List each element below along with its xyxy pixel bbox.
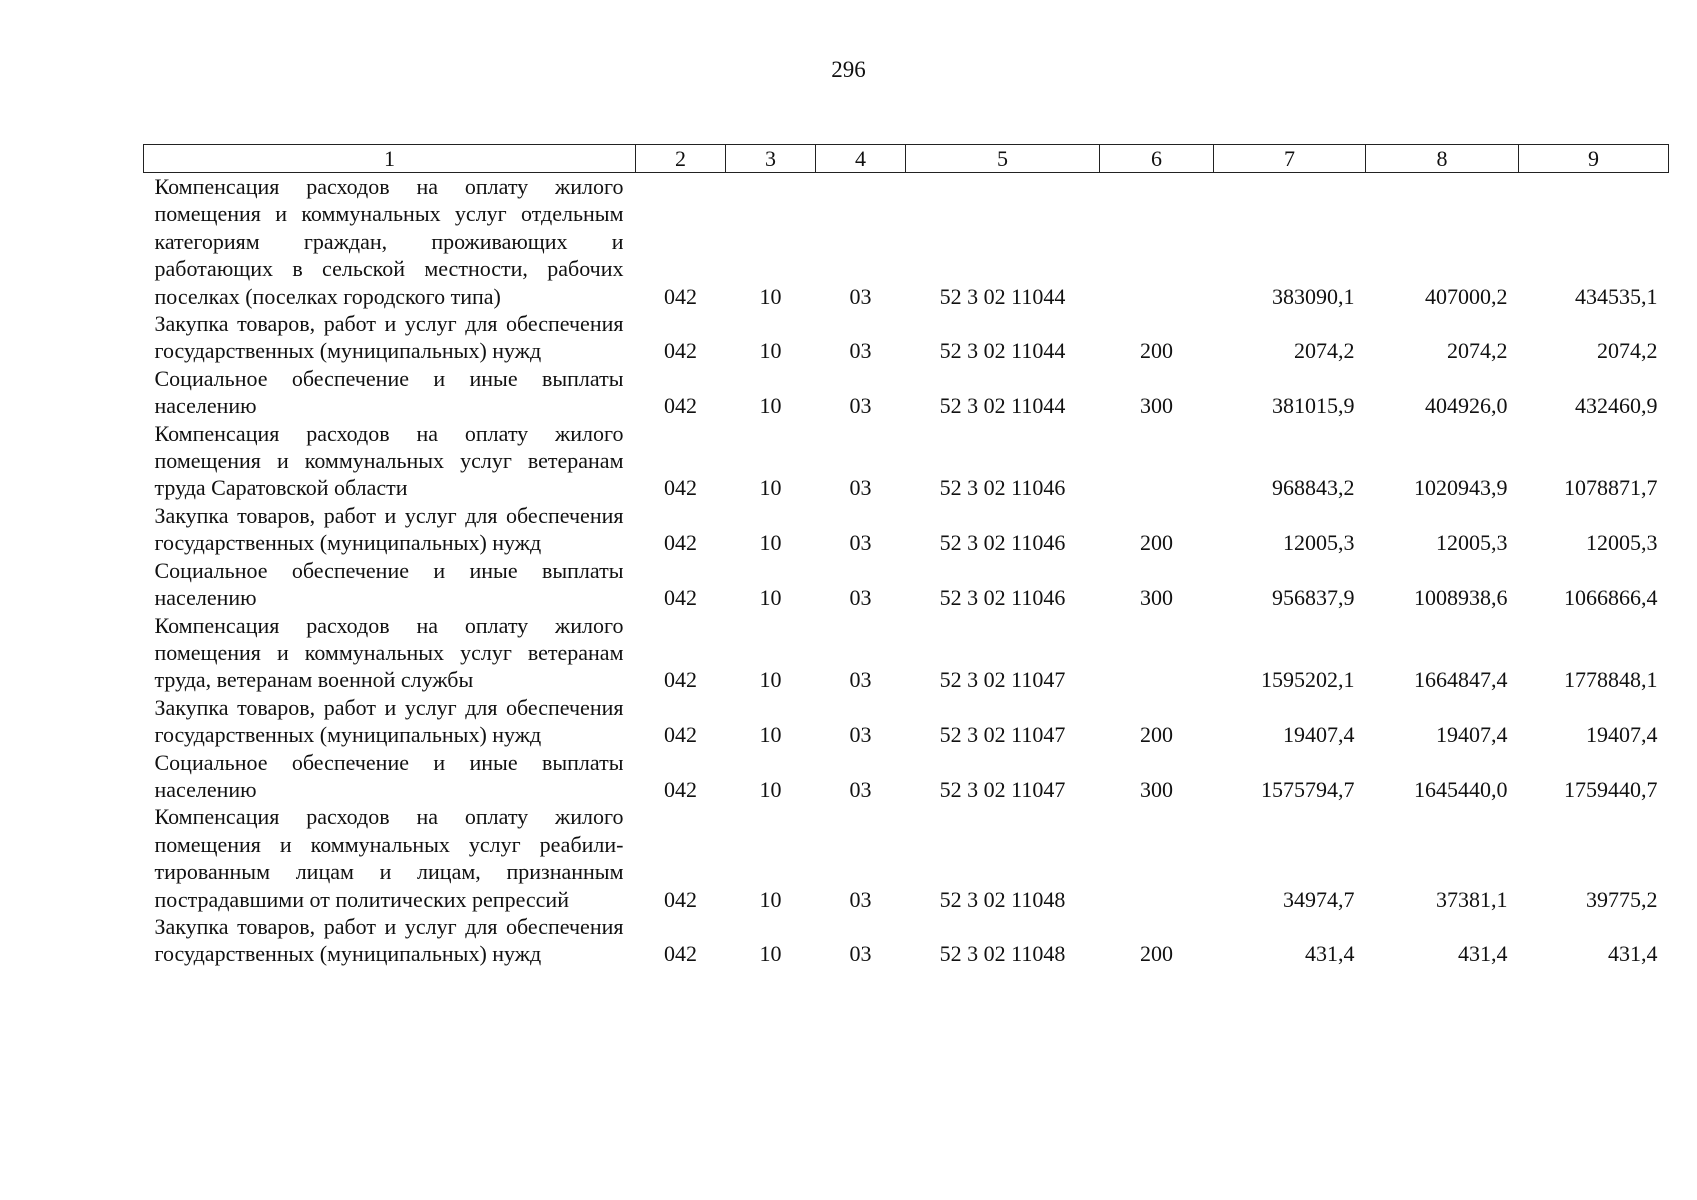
expense-type-cell: 200 [1140,941,1173,967]
subsection-code-cell: 03 [849,776,872,802]
ministry-code-cell: 042 [664,338,697,364]
amount-col8-cell: 1664847,4 [1414,667,1508,693]
section-code-cell: 10 [759,283,782,309]
ministry-code-cell: 042 [664,886,697,912]
column-header-2: 2 [636,145,726,173]
subsection-code-cell: 03 [849,475,872,501]
amount-col9-cell: 1759440,7 [1564,776,1658,802]
amount-col7-cell: 1575794,7 [1261,776,1355,802]
expense-type-cell: 300 [1140,393,1173,419]
expense-type-cell [1100,173,1214,311]
amount-col8-cell: 431,4 [1458,941,1508,967]
target-article-cell: 52 3 02 11047 [939,776,1066,802]
section-code-cell: 10 [759,667,782,693]
row-name-cell: Социальное обеспечение и иные выплаты населению [154,557,624,611]
section-code-cell: 10 [759,475,782,501]
subsection-code-cell: 03 [849,338,872,364]
amount-col7-cell: 956837,9 [1272,585,1355,611]
page-number: 296 [831,57,866,82]
row-name-cell: Социальное обеспечение и иные выплаты населению [154,365,624,419]
amount-col7-cell: 431,4 [1305,941,1355,967]
amount-col8-cell: 1020943,9 [1414,475,1508,501]
amount-col7-cell: 1595202,1 [1261,667,1355,693]
amount-col9-cell: 12005,3 [1586,530,1658,556]
amount-col9-cell: 434535,1 [1575,283,1658,309]
subsection-code-cell: 03 [849,283,872,309]
ministry-code-cell: 042 [664,530,697,556]
amount-col8-cell: 12005,3 [1436,530,1508,556]
row-name-cell: Компенсация расходов на оплату жилого помещения и коммунальных услуг ветеранам труда, ветеранам военной службы [154,612,624,693]
amount-col9-cell: 1078871,7 [1564,475,1658,501]
table-row [144,803,1669,913]
section-code-cell: 10 [759,722,782,748]
ministry-code-cell: 042 [664,722,697,748]
table-row [144,612,1669,694]
column-header-3: 3 [726,145,816,173]
target-article-cell: 52 3 02 11048 [939,886,1066,912]
amount-col7-cell: 383090,1 [1272,283,1355,309]
section-code-cell: 10 [759,338,782,364]
expense-type-cell: 200 [1140,530,1173,556]
target-article-cell: 52 3 02 11044 [939,393,1066,419]
expense-type-cell: 300 [1140,776,1173,802]
row-name-cell: Компенсация расходов на оплату жилого помещения и коммунальных услуг ветеранам труда Саратовской области [154,420,624,501]
ministry-code-cell: 042 [664,667,697,693]
subsection-code-cell: 03 [849,722,872,748]
budget-table [143,144,1669,968]
target-article-cell: 52 3 02 11047 [939,667,1066,693]
amount-col9-cell: 1778848,1 [1564,667,1658,693]
table-body [144,173,1669,968]
section-code-cell: 10 [759,776,782,802]
expense-type-cell [1100,420,1214,502]
row-name-cell: Закупка товаров, работ и услуг для обеспечения государственных (муниципальных) нужд [154,694,624,748]
column-header-5: 5 [906,145,1100,173]
expense-type-cell [1100,803,1214,913]
amount-col8-cell: 1008938,6 [1414,585,1508,611]
amount-col9-cell: 432460,9 [1575,393,1658,419]
ministry-code-cell: 042 [664,475,697,501]
amount-col8-cell: 407000,2 [1425,283,1508,309]
subsection-code-cell: 03 [849,585,872,611]
section-code-cell: 10 [759,530,782,556]
amount-col8-cell: 1645440,0 [1414,776,1508,802]
expense-type-cell [1100,612,1214,694]
amount-col7-cell: 968843,2 [1272,475,1355,501]
table-row [144,694,1669,749]
column-header-6: 6 [1100,145,1214,173]
subsection-code-cell: 03 [849,530,872,556]
ministry-code-cell: 042 [664,941,697,967]
subsection-code-cell: 03 [849,886,872,912]
expense-type-cell: 200 [1140,338,1173,364]
table-row [144,913,1669,968]
expense-type-cell: 300 [1140,585,1173,611]
amount-col7-cell: 34974,7 [1283,886,1355,912]
section-code-cell: 10 [759,393,782,419]
subsection-code-cell: 03 [849,941,872,967]
ministry-code-cell: 042 [664,393,697,419]
amount-col9-cell: 431,4 [1608,941,1658,967]
table-row [144,173,1669,311]
amount-col8-cell: 2074,2 [1447,338,1508,364]
column-header-8: 8 [1366,145,1519,173]
amount-col9-cell: 1066866,4 [1564,585,1658,611]
amount-col7-cell: 2074,2 [1294,338,1355,364]
column-header-7: 7 [1214,145,1366,173]
column-header-9: 9 [1519,145,1669,173]
table-row [144,557,1669,612]
target-article-cell: 52 3 02 11046 [939,585,1066,611]
amount-col9-cell: 19407,4 [1586,722,1658,748]
table-row [144,420,1669,502]
amount-col9-cell: 39775,2 [1586,886,1658,912]
table-row [144,749,1669,804]
amount-col7-cell: 12005,3 [1283,530,1355,556]
target-article-cell: 52 3 02 11046 [939,475,1066,501]
row-name-cell: Компенсация расходов на оплату жилого помещения и коммунальных услуг реабилитированным лицам и лицам, признанным пострадавшими от политических репрессий [154,804,624,912]
table-header [144,145,1669,173]
section-code-cell: 10 [759,886,782,912]
row-name-cell: Закупка товаров, работ и услуг для обеспечения государственных (муниципальных) нужд [154,502,624,556]
target-article-cell: 52 3 02 11044 [939,283,1066,309]
amount-col8-cell: 37381,1 [1436,886,1508,912]
ministry-code-cell: 042 [664,283,697,309]
ministry-code-cell: 042 [664,585,697,611]
column-header-1: 1 [144,145,636,173]
section-code-cell: 10 [759,585,782,611]
row-name-cell: Компенсация расходов на оплату жилого помещения и коммунальных услуг отдельным категориям граждан, проживающих и работающих в сельской местности, рабочих поселках (поселках городского типа) [154,174,624,309]
section-code-cell: 10 [759,941,782,967]
header-row [144,145,1669,173]
subsection-code-cell: 03 [849,393,872,419]
column-header-4: 4 [816,145,906,173]
amount-col8-cell: 19407,4 [1436,722,1508,748]
amount-col9-cell: 2074,2 [1597,338,1658,364]
target-article-cell: 52 3 02 11046 [939,530,1066,556]
amount-col8-cell: 404926,0 [1425,393,1508,419]
table-row [144,502,1669,557]
target-article-cell: 52 3 02 11044 [939,338,1066,364]
row-name-cell: Социальное обеспечение и иные выплаты населению [154,749,624,802]
target-article-cell: 52 3 02 11048 [939,941,1066,967]
row-name-cell: Закупка товаров, работ и услуг для обеспечения государственных (муниципальных) нужд [154,311,624,364]
amount-col7-cell: 381015,9 [1272,393,1355,419]
table-row [144,310,1669,365]
table-row [144,365,1669,420]
subsection-code-cell: 03 [849,667,872,693]
row-name-cell: Закупка товаров, работ и услуг для обеспечения государственных (муниципальных) нужд [154,913,624,967]
expense-type-cell: 200 [1140,722,1173,748]
amount-col7-cell: 19407,4 [1283,722,1355,748]
target-article-cell: 52 3 02 11047 [939,722,1066,748]
ministry-code-cell: 042 [664,776,697,802]
